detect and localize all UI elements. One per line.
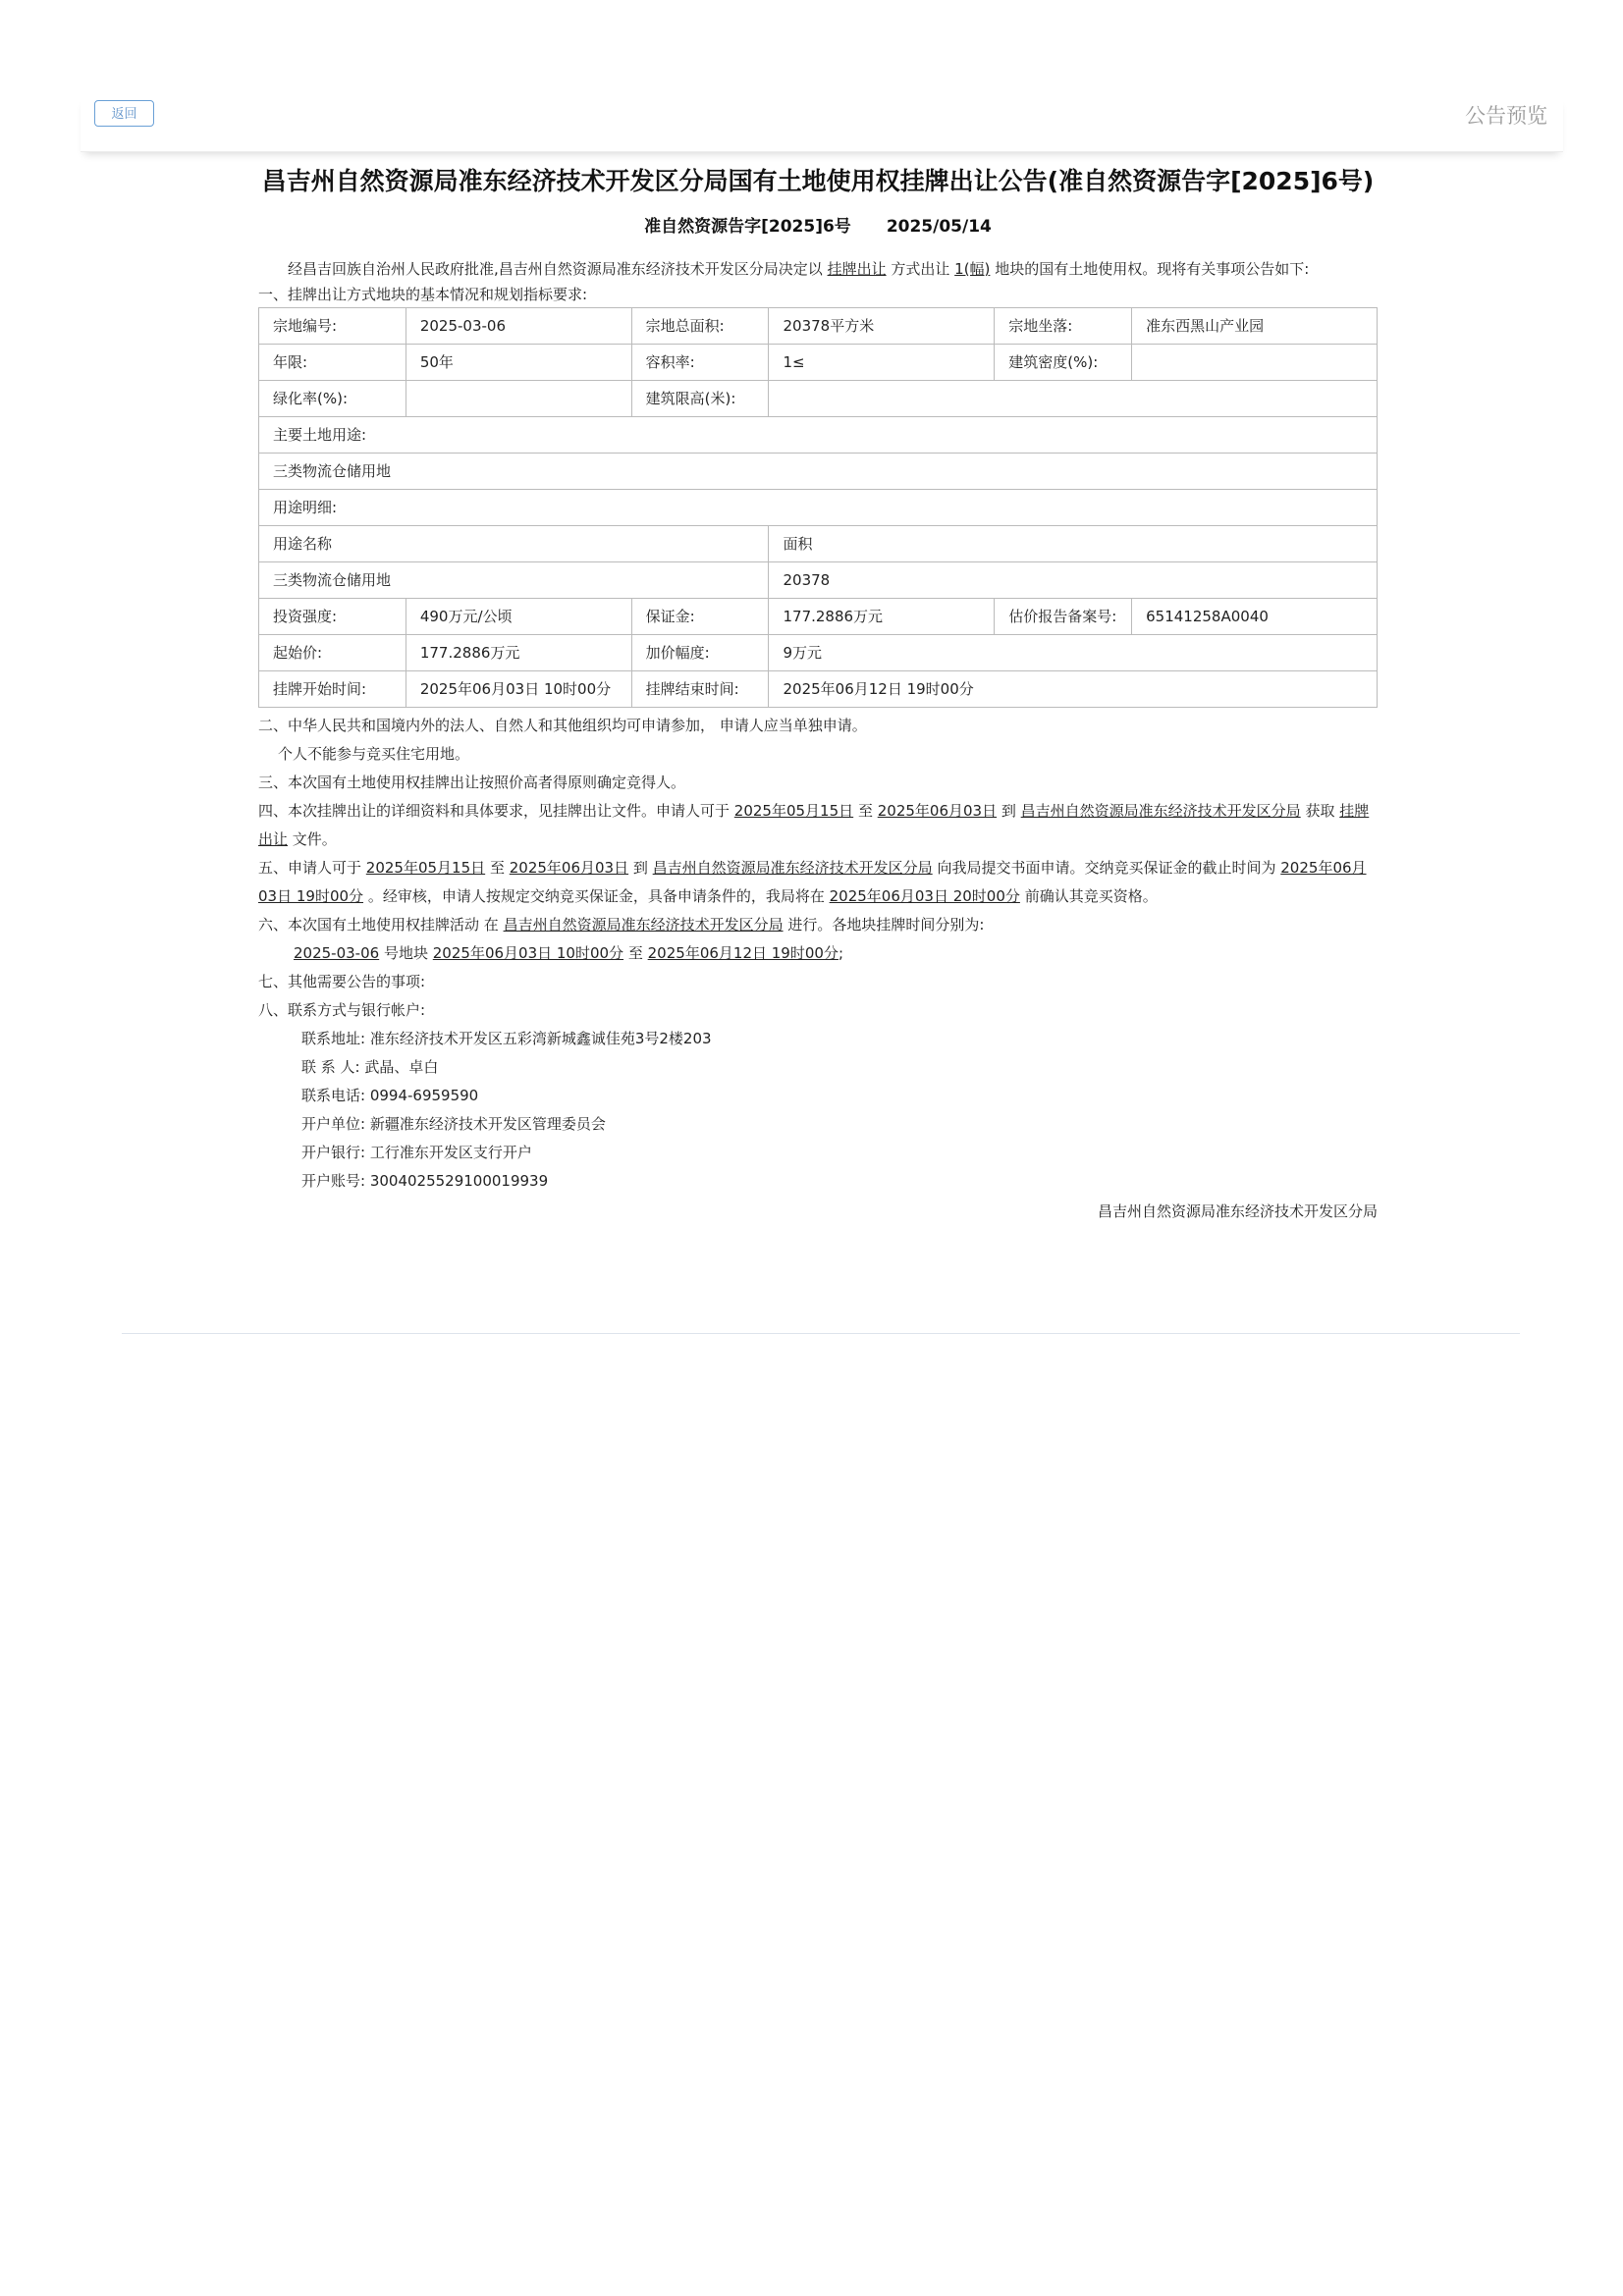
document-subtitle — [258, 212, 1378, 237]
table-row — [259, 417, 1378, 454]
table-cell: 准东西黑山产业园 — [1132, 308, 1378, 345]
table-cell: 起始价: — [259, 635, 406, 671]
table-cell: 挂牌结束时间: — [631, 671, 769, 708]
table-row — [259, 671, 1378, 708]
table-cell: 保证金: — [631, 599, 769, 635]
area-header: 面积 — [769, 526, 1378, 562]
parcel-table — [258, 307, 1378, 708]
table-row — [259, 635, 1378, 671]
table-cell: 177.2886万元 — [406, 635, 631, 671]
document-date: 2025/05/14 — [886, 217, 992, 237]
account-unit: 开户单位: 新疆准东经济技术开发区管理委员会 — [301, 1115, 606, 1133]
table-cell: 2025年06月12日 19时00分 — [769, 671, 1378, 708]
use-name-value: 三类物流仓储用地 — [259, 562, 769, 599]
contact-phone: 联系电话: 0994-6959590 — [301, 1087, 479, 1104]
table-cell: 宗地编号: — [259, 308, 406, 345]
method-link: 挂牌出让 — [827, 260, 887, 278]
count-value: 1(幅) — [954, 260, 991, 278]
main-use-value: 三类物流仓储用地 — [259, 454, 1378, 490]
section-4: 四、本次挂牌出让的详细资料和具体要求，见挂牌出让文件。申请人可于 2025年05月15日 至 2025年06月03日 到 昌吉州自然资源局准东经济技术开发区分局 获取 挂牌出让 文件。 — [258, 802, 1370, 848]
account-number: 开户账号: 3004025529100019939 — [301, 1172, 549, 1190]
table-cell: 9万元 — [769, 635, 1378, 671]
top-bar — [81, 96, 1563, 152]
table-cell: 50年 — [406, 345, 631, 381]
table-cell: 建筑限高(米): — [631, 381, 769, 417]
table-cell — [406, 381, 631, 417]
table-cell: 建筑密度(%): — [995, 345, 1132, 381]
section-7: 七、其他需要公告的事项: — [258, 973, 426, 990]
section-3: 三、本次国有土地使用权挂牌出让按照价高者得原则确定竞得人。 — [258, 774, 686, 791]
table-row — [259, 345, 1378, 381]
document-code: 准自然资源告字[2025]6号 — [644, 217, 851, 237]
table-cell: 年限: — [259, 345, 406, 381]
main-use-label: 主要土地用途: — [259, 417, 1378, 454]
table-cell: 177.2886万元 — [769, 599, 995, 635]
table-cell: 宗地坐落: — [995, 308, 1132, 345]
divider — [122, 1333, 1520, 1334]
table-cell: 挂牌开始时间: — [259, 671, 406, 708]
section-8: 八、联系方式与银行帐户: — [258, 1001, 426, 1019]
table-cell: 490万元/公顷 — [406, 599, 631, 635]
back-button[interactable]: 返回 — [94, 100, 154, 127]
use-detail-label: 用途明细: — [259, 490, 1378, 526]
account-bank: 开户银行: 工行准东开发区支行开户 — [301, 1144, 532, 1161]
table-cell — [1132, 345, 1378, 381]
table-cell: 2025年06月03日 10时00分 — [406, 671, 631, 708]
contact-person: 联 系 人: 武晶、卓白 — [301, 1058, 439, 1076]
section-1-heading: 一、挂牌出让方式地块的基本情况和规划指标要求: — [258, 286, 588, 303]
table-cell: 20378平方米 — [769, 308, 995, 345]
table-row — [259, 562, 1378, 599]
table-row — [259, 381, 1378, 417]
table-cell: 宗地总面积: — [631, 308, 769, 345]
table-cell — [769, 381, 1378, 417]
section-2-note: 个人不能参与竞买住宅用地。 — [278, 745, 470, 763]
page-title: 昌吉州自然资源局准东经济技术开发区分局国有土地使用权挂牌出让公告(准自然资源告字[2025]6号) — [261, 167, 1375, 195]
use-name-header: 用途名称 — [259, 526, 769, 562]
intro-paragraph: 经昌吉回族自治州人民政府批准,昌吉州自然资源局准东经济技术开发区分局决定以 挂牌出让 方式出让 1(幅) 地块的国有土地使用权。现将有关事项公告如下: — [288, 260, 1310, 278]
section-5: 五、申请人可于 2025年05月15日 至 2025年06月03日 到 昌吉州自然资源局准东经济技术开发区分局 向我局提交书面申请。交纳竞买保证金的截止时间为 2025年06月03日 19时00分 。经审核，申请人按规定交纳竞买保证金，具备申请条件的，我局将在 2025年06月03日 20时00分 前确认其竞买资格。 — [258, 859, 1367, 905]
contact-address: 联系地址: 准东经济技术开发区五彩湾新城鑫诚佳苑3号2楼203 — [301, 1030, 712, 1047]
table-cell: 投资强度: — [259, 599, 406, 635]
section-2: 二、中华人民共和国境内外的法人、自然人和其他组织均可申请参加， 申请人应当单独申请。 — [258, 717, 867, 734]
announcement-document — [258, 157, 1378, 1226]
use-area-value: 20378 — [769, 562, 1378, 599]
table-row — [259, 308, 1378, 345]
table-cell: 65141258A0040 — [1132, 599, 1378, 635]
table-cell: 容积率: — [631, 345, 769, 381]
section-6-schedule: 2025-03-06 号地块 2025年06月03日 10时00分 至 2025年06月12日 19时00分; — [294, 944, 843, 962]
signature-org: 昌吉州自然资源局准东经济技术开发区分局 — [1097, 1202, 1378, 1220]
table-row — [259, 490, 1378, 526]
table-row — [259, 599, 1378, 635]
section-6: 六、本次国有土地使用权挂牌活动 在 昌吉州自然资源局准东经济技术开发区分局 进行。各地块挂牌时间分别为: — [258, 916, 985, 934]
table-cell: 1≤ — [769, 345, 995, 381]
table-cell: 加价幅度: — [631, 635, 769, 671]
table-cell: 2025-03-06 — [406, 308, 631, 345]
table-cell: 绿化率(%): — [259, 381, 406, 417]
table-cell: 估价报告备案号: — [995, 599, 1132, 635]
table-row — [259, 454, 1378, 490]
table-row — [259, 526, 1378, 562]
preview-label: 公告预览 — [1465, 104, 1547, 128]
